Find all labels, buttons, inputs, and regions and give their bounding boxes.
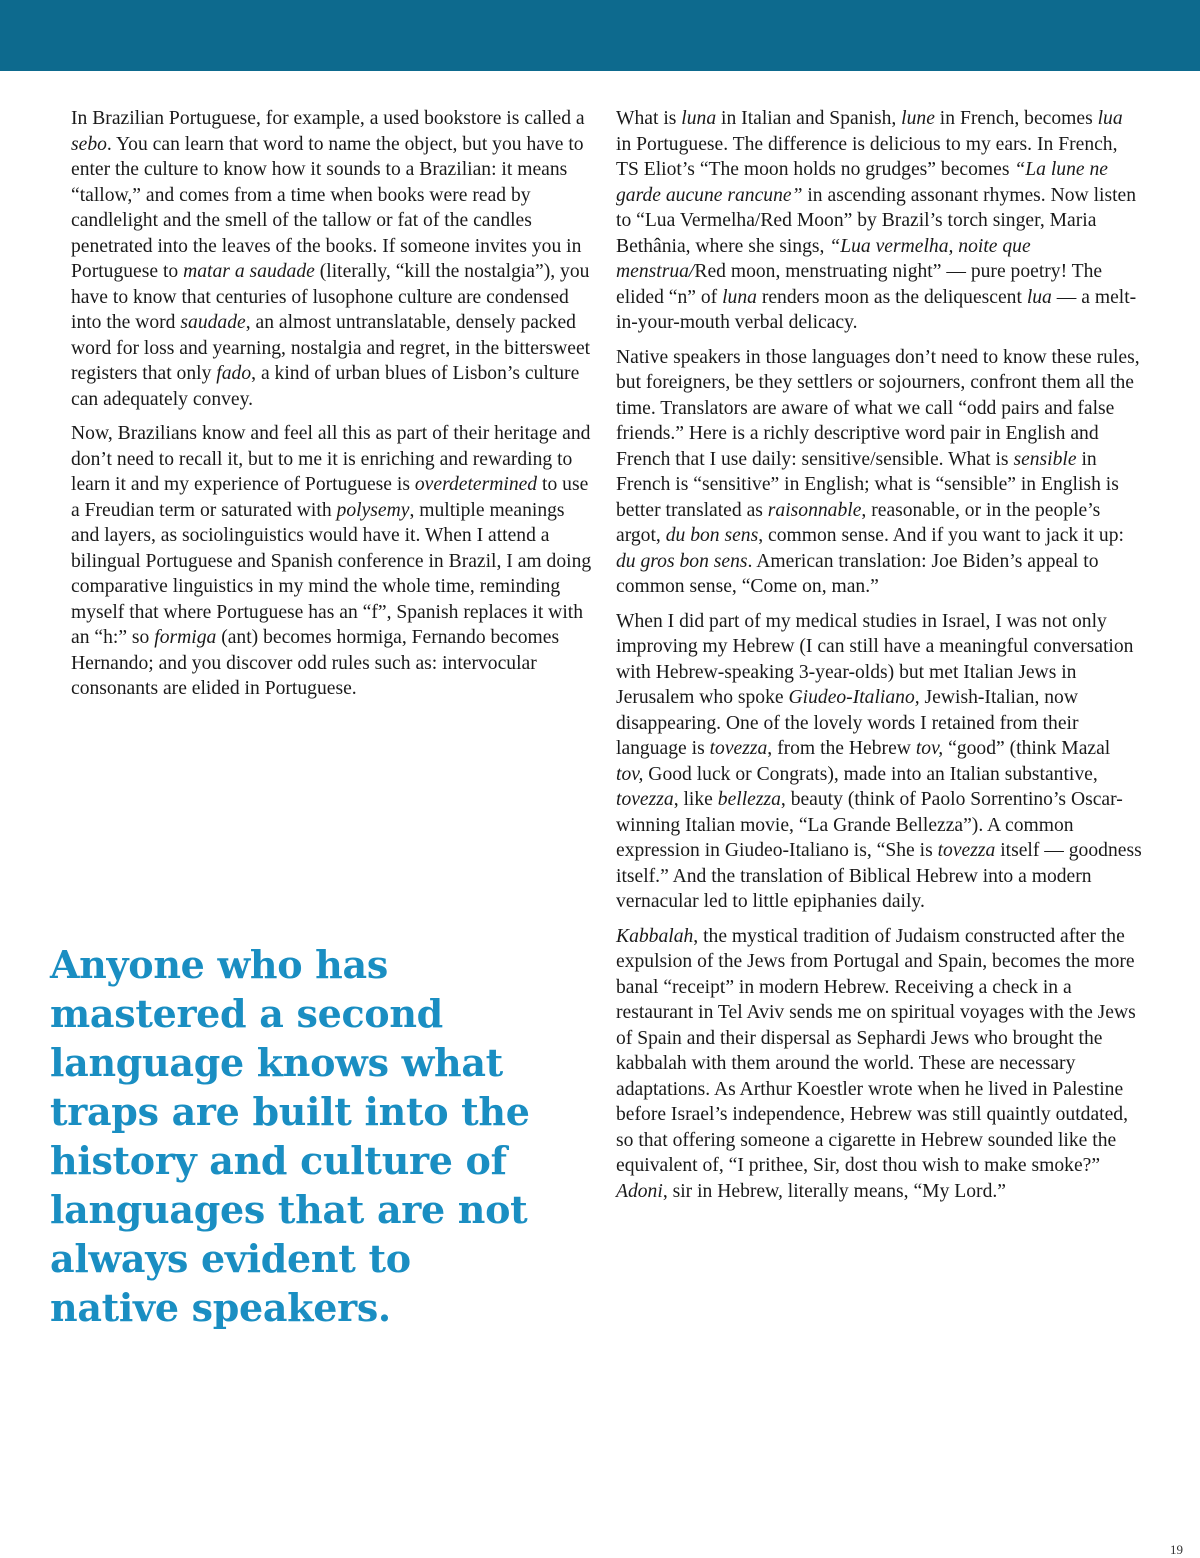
italic-term: saudade — [180, 312, 246, 333]
italic-term: formiga — [154, 627, 217, 648]
italic-term: sebo — [71, 133, 107, 155]
italic-term: luna — [681, 108, 717, 129]
italic-term: bellezza — [717, 789, 781, 810]
paragraph: Kabbalah, the mystical tradition of Judaism constructed after the expulsion of the Jews from Portugal and Spain, becomes the more banal “receipt” in modern Hebrew. Receiving a check in a restaurant in Tel Aviv sends me on spiritual voyages with the Jews of Spain and their dispersal as Sephardi Jews who brought the kabbalah with them around the world. These are necessary adaptations. As Arthur Koestler wrote when he lived in Palestine before Israel’s independence, Hebrew was still quaintly outdated, so that offering someone a cigarette in Hebrew sounded like the equivalent of, “I prithee, Sir, dost thou wish to make smoke?” Adoni, sir in Hebrew, literally means, “My Lord.” — [616, 925, 1136, 1202]
italic-term: polysemy — [336, 499, 410, 521]
italic-term: “La lune ne garde aucune rancune” — [616, 159, 1108, 206]
paragraph: Native speakers in those languages don’t need to know these rules, but foreigners, be they settlers or sojourners, confront them all the time. Translators are aware of what we call “odd pairs and false friends.” Here is a richly descriptive word pair in English and French that I use daily: sensitive/sensible. What is sensible in French is “sensitive” in English; what is “sensible” in English is better translated as raisonnable, reasonable, or in the people’s argot, du bon sens, common sense. And if you want to jack it up: du gros bon sens. American translation: Joe Biden’s appeal to common sense, “Come on, man.” — [616, 346, 1140, 597]
paragraph: When I did part of my medical studies in Israel, I was not only improving my Hebrew (I can still have a meaningful conversation with Hebrew-speaking 3-year-olds) but met Italian Jews in Jerusalem who spoke Giudeo-Italiano, Jewish-Italian, now disappearing. One of the lovely words I retained from their language is tovezza, from the Hebrew tov, “good” (think Mazal tov, Good luck or Congrats), made into an Italian substantive, tovezza, like bellezza, beauty (think of Paolo Sorrentino’s Oscar-winning Italian movie, “La Grande Bellezza”). A common expression in Giudeo-Italiano is, “She is tovezza itself — goodness itself.” And the translation of Biblical Hebrew into a modern vernacular led to little epiphanies daily. — [616, 610, 1142, 912]
italic-term: tov, — [616, 763, 644, 785]
italic-term: Adoni — [616, 1180, 663, 1202]
italic-term: tovezza — [937, 840, 996, 861]
italic-term: du bon sens — [665, 525, 759, 546]
italic-term: du gros bon sens — [616, 550, 748, 572]
pull-quote: Anyone who has mastered a second language knows what traps are built into the history and culture of languages that are not always evident to native speakers. — [50, 942, 530, 1330]
paragraph: Now, Brazilians know and feel all this as part of their heritage and don’t need to recall it, but to me it is enriching and rewarding to learn it and my experience of Portuguese is overdetermined to use a Freudian term or saturated with polysemy, multiple meanings and layers, as sociolinguistics would have it. When I attend a bilingual Portuguese and Spanish conference in Brazil, I am doing comparative linguistics in my mind the whole time, reminding myself that where Portuguese has an “f”, Spanish replaces it with an “h:” so formiga (ant) becomes hormiga, Fernando becomes Hernando; and you discover odd rules such as: intervocular consonants are elided in Portuguese. — [71, 423, 592, 699]
italic-term: overdetermined — [414, 474, 538, 495]
italic-term: tov, — [915, 738, 944, 759]
italic-term: “Lua vermelha, noite que menstrua/ — [616, 235, 1031, 282]
paragraph: In Brazilian Portuguese, for example, a used bookstore is called a sebo. You can learn that word to name the object, but you have to enter the culture to know how it sounds to a Brazilian: it means “tallow,” and comes from a time when books were read by candlelight and the smell of the tallow or fat of the candles penetrated into the leaves of the books. If someone invites you in Portuguese to matar a saudade (literally, “kill the nostalgia”), you have to know that centuries of lusophone culture are condensed into the word saudade, an almost untranslatable, densely packed word for loss and yearning, nostalgia and regret, in the bittersweet registers that only fado, a kind of urban blues of Lisbon’s culture can adequately convey. — [71, 108, 591, 410]
italic-term: tovezza — [616, 789, 674, 810]
italic-term: lune — [901, 108, 935, 129]
italic-term: luna — [722, 286, 757, 308]
italic-term: Giudeo-Italiano, — [788, 687, 920, 708]
italic-term: matar a saudade — [183, 261, 315, 282]
italic-term: lua — [1097, 108, 1123, 129]
left-column — [71, 106, 593, 711]
right-column — [616, 106, 1142, 1213]
italic-term: lua — [1026, 286, 1052, 308]
italic-term: fado — [216, 363, 252, 384]
paragraph: What is luna in Italian and Spanish, lune in French, becomes lua in Portuguese. The difference is delicious to my ears. In French, TS Eliot’s “The moon holds no grudges” becomes “La lune ne garde aucune rancune” in ascending assonant rhymes. Now listen to “Lua Vermelha/Red Moon” by Brazil’s torch singer, Maria Bethânia, where she sings, “Lua vermelha, noite que menstrua/Red moon, menstruating night” — pure poetry! The elided “n” of luna renders moon as the deliquescent lua — a melt-in-your-mouth verbal delicacy. — [616, 108, 1137, 333]
page-number: 19 — [1170, 1542, 1183, 1557]
italic-term: tovezza — [709, 738, 768, 759]
italic-term: Kabbalah — [616, 925, 694, 947]
italic-term: sensible — [1013, 448, 1077, 470]
italic-term: raisonnable — [767, 499, 862, 521]
header-band — [0, 0, 1200, 71]
